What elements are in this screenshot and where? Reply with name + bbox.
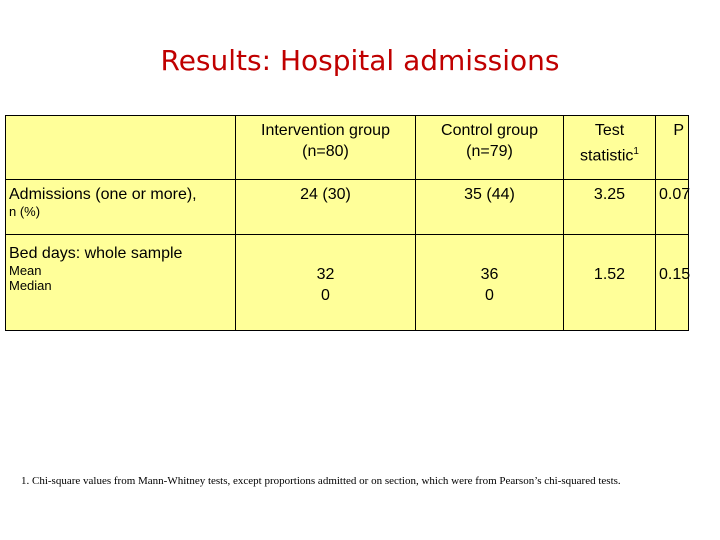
footnote: 1. Chi-square values from Mann-Whitney tests, except proportions admitted or on section, which were from Pearson’s chi-squared tests. xyxy=(21,475,621,487)
table-row xyxy=(6,235,689,331)
header-test-line1: Test xyxy=(594,122,625,139)
row-label-median: Median xyxy=(9,278,52,293)
results-table xyxy=(5,115,689,331)
cell-test: 1.52 xyxy=(564,235,656,331)
footnote-marker: 1 xyxy=(633,146,639,157)
header-test-statistic xyxy=(564,116,656,180)
header-p xyxy=(656,116,689,180)
header-intervention xyxy=(236,116,416,180)
cell-control-median: 0 xyxy=(485,287,494,304)
header-control xyxy=(416,116,564,180)
cell-intervention-median: 0 xyxy=(321,287,330,304)
cell-p: 0.07 xyxy=(656,180,689,235)
row-label-sub: n (%) xyxy=(9,204,41,219)
cell-control: 35 (44) xyxy=(416,180,564,235)
page-title: Results: Hospital admissions xyxy=(160,44,560,77)
cell-intervention xyxy=(236,235,416,331)
header-p-label: P xyxy=(673,122,684,139)
header-intervention-line1: Intervention group xyxy=(261,122,390,139)
cell-intervention-mean: 32 xyxy=(316,266,335,283)
table-row xyxy=(6,180,689,235)
header-control-line2: (n=79) xyxy=(466,143,513,160)
header-empty-cell xyxy=(6,116,236,180)
cell-control-mean: 36 xyxy=(480,266,499,283)
cell-intervention: 24 (30) xyxy=(236,180,416,235)
cell-test: 3.25 xyxy=(564,180,656,235)
header-control-line1: Control group xyxy=(441,122,538,139)
table-header-row xyxy=(6,116,689,180)
row-label-main: Admissions (one or more), xyxy=(9,186,197,203)
row-label-main: Bed days: whole sample xyxy=(9,245,183,262)
cell-p: 0.15 xyxy=(656,235,689,331)
header-test-line2: statistic xyxy=(580,147,634,165)
header-intervention-line2: (n=80) xyxy=(302,143,349,160)
row-label-bed-days xyxy=(6,235,236,331)
row-label-admissions xyxy=(6,180,236,235)
row-label-mean: Mean xyxy=(9,263,42,278)
cell-control xyxy=(416,235,564,331)
